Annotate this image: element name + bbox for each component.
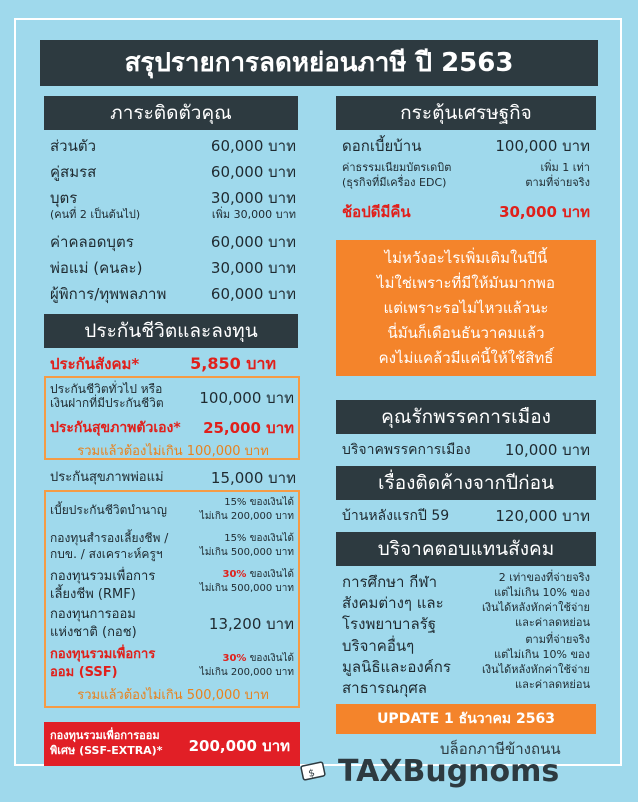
- edu-v3: เงินได้หลังหักค่าใช้จ่าย: [481, 601, 590, 614]
- ssf-label-1: กองทุนรวมเพื่อการ: [50, 647, 156, 662]
- leftover-header: เรื่องติดค้างจากปีก่อน: [336, 466, 596, 500]
- ssf-percent: 30%: [222, 653, 247, 664]
- rmf-label-2: เลี้ยงชีพ (RMF): [50, 587, 136, 602]
- rmf-v1-rest: ของเงินได้: [246, 569, 294, 580]
- money-icon: [300, 760, 330, 784]
- ssf-v1-rest: ของเงินได้: [246, 653, 294, 664]
- quote-line: คงไม่แคล้วมีแค่นี้ให้ใช้สิทธิ์: [378, 349, 554, 367]
- svg-text:$: $: [307, 767, 317, 780]
- donation-edu-value: [470, 570, 590, 630]
- parent-health-value: 15,000 บาท: [210, 469, 296, 487]
- row-label: ส่วนตัว: [50, 137, 96, 155]
- row-value: 60,000 บาท: [210, 233, 296, 251]
- pension-v1: 15% ของเงินได้: [224, 497, 294, 508]
- combined-note-100k: รวมแล้วต้องไม่เกิน 100,000 บาท: [77, 444, 269, 459]
- ssf-extra-value: 200,000 บาท: [188, 737, 290, 755]
- ssf-label: [50, 646, 155, 682]
- family-header: ภาระติดตัวคุณ: [44, 96, 298, 130]
- debit-v1: เพิ่ม 1 เท่า: [540, 161, 590, 174]
- ssf-label-2: ออม (SSF): [50, 665, 118, 680]
- other-v2: แต่ไม่เกิน 10% ของ: [494, 648, 590, 661]
- nsf-label: [50, 606, 137, 642]
- donation-other-label: [342, 636, 482, 699]
- page-title: สรุปรายการลดหย่อนภาษี ปี 2563: [40, 40, 598, 86]
- other-v1: ตามที่จ่ายจริง: [525, 633, 590, 646]
- politics-header: คุณรักพรรคการเมือง: [336, 400, 596, 434]
- debit-label-2: (ธุรกิจที่มีเครื่อง EDC): [342, 176, 447, 189]
- pvd-label-1: กองทุนสำรองเลี้ยงชีพ /: [50, 531, 169, 545]
- quote-line: ไม่ใช่เพราะที่มีให้มันมากพอ: [377, 274, 555, 292]
- child-note: (คนที่ 2 เป็นต้นไป): [50, 208, 141, 221]
- health-value: 25,000 บาท: [203, 419, 294, 437]
- nsf-label-1: กองทุนการออม: [50, 607, 136, 622]
- ssf-extra-label-1: กองทุนรวมเพื่อการออม: [50, 729, 160, 742]
- nsf-value: 13,200 บาท: [208, 615, 294, 633]
- nsf-label-2: แห่งชาติ (กอช): [50, 625, 137, 640]
- donation-other-value: [470, 632, 590, 692]
- other-2: มูลนิธิและองค์กร: [342, 658, 451, 676]
- rmf-label-1: กองทุนรวมเพื่อการ: [50, 569, 156, 584]
- other-1: บริจาคอื่นๆ: [342, 637, 415, 655]
- row-label: ผู้พิการ/ทุพพลภาพ: [50, 285, 167, 303]
- quote-text: [336, 240, 596, 371]
- edu-v2: แต่ไม่เกิน 10% ของ: [494, 586, 590, 599]
- life-label-2: เงินฝากที่มีประกันชีวิต: [50, 396, 164, 410]
- brand-logo: TAXBugnoms: [338, 754, 560, 789]
- pvd-label-2: กบข. / สงเคราะห์ครูฯ: [50, 547, 163, 561]
- quote-line: นี่มันก็เดือนธันวาคมแล้ว: [387, 324, 545, 342]
- donation-edu-label: [342, 572, 482, 635]
- debit-label-1: ค่าธรรมเนียมบัตรเดบิต: [342, 161, 452, 174]
- other-v3: เงินได้หลังหักค่าใช้จ่าย: [481, 663, 590, 676]
- ssf-extra-label-2: พิเศษ (SSF-EXTRA)*: [50, 744, 163, 757]
- shop-label: ช้อปดีมีคืน: [342, 203, 411, 221]
- ssf-v2: ไม่เกิน 200,000 บาท: [199, 667, 294, 678]
- edu-3: โรงพยาบาลรัฐ: [342, 615, 437, 633]
- edu-v4: และค่าลดหย่อน: [515, 616, 590, 629]
- edu-2: สังคมต่างๆ และ: [342, 594, 444, 612]
- debit-label: [342, 160, 492, 190]
- row-value: 30,000 บาท: [210, 189, 296, 207]
- pvd-v1: 15% ของเงินได้: [224, 533, 294, 544]
- pvd-v2: ไม่เกิน 500,000 บาท: [199, 547, 294, 558]
- life-label: [50, 382, 170, 410]
- insurance-header: ประกันชีวิตและลงทุน: [44, 314, 298, 348]
- rmf-value: [180, 568, 294, 596]
- edu-v1: 2 เท่าของที่จ่ายจริง: [498, 571, 590, 584]
- pvd-label: [50, 530, 168, 562]
- parent-health-label: ประกันสุขภาพพ่อแม่: [50, 470, 164, 485]
- combined-note-500k: รวมแล้วต้องไม่เกิน 500,000 บาท: [77, 688, 269, 703]
- row-value: 30,000 บาท: [210, 259, 296, 277]
- mortgage-label: ดอกเบี้ยบ้าน: [342, 137, 422, 155]
- row-label: ค่าคลอดบุตร: [50, 233, 134, 251]
- debit-value: [490, 160, 590, 190]
- row-label: พ่อแม่ (คนละ): [50, 259, 143, 277]
- leftover-label: บ้านหลังแรกปี 59: [342, 508, 450, 524]
- politics-label: บริจาคพรรคการเมือง: [342, 442, 471, 458]
- row-value: 60,000 บาท: [210, 163, 296, 181]
- rmf-label: [50, 568, 155, 604]
- leftover-value: 120,000 บาท: [495, 507, 590, 525]
- child-note-value: เพิ่ม 30,000 บาท: [211, 208, 296, 221]
- quote-box: [336, 240, 596, 376]
- other-3: สาธารณกุศล: [342, 679, 427, 697]
- social-label: ประกันสังคม*: [50, 355, 140, 373]
- row-label: คู่สมรส: [50, 163, 97, 181]
- rmf-percent: 30%: [222, 569, 247, 580]
- row-value: 60,000 บาท: [210, 137, 296, 155]
- pension-value: [180, 496, 294, 524]
- mortgage-value: 100,000 บาท: [495, 137, 590, 155]
- health-label: ประกันสุขภาพตัวเอง*: [50, 420, 181, 436]
- update-badge: UPDATE 1 ธันวาคม 2563: [336, 704, 596, 734]
- life-label-1: ประกันชีวิตทั่วไป หรือ: [50, 382, 163, 396]
- edu-1: การศึกษา กีฬา: [342, 573, 438, 591]
- shop-value: 30,000 บาท: [499, 203, 590, 221]
- other-v4: และค่าลดหย่อน: [515, 678, 590, 691]
- ssf-value: [180, 652, 294, 680]
- economy-header: กระตุ้นเศรษฐกิจ: [336, 96, 596, 130]
- quote-line: แต่เพราะรอไม่ไหวแล้วนะ: [383, 299, 549, 317]
- pension-label: เบี้ยประกันชีวิตบำนาญ: [50, 503, 167, 517]
- politics-value: 10,000 บาท: [504, 441, 590, 459]
- life-value: 100,000 บาท: [199, 389, 294, 407]
- brand-tagline: บล็อกภาษีข้างถนน: [440, 740, 561, 758]
- ssf-extra-label: [50, 728, 162, 758]
- row-value: 60,000 บาท: [210, 285, 296, 303]
- debit-v2: ตามที่จ่ายจริง: [525, 176, 590, 189]
- row-label: บุตร: [50, 189, 78, 207]
- rmf-v2: ไม่เกิน 500,000 บาท: [199, 583, 294, 594]
- quote-line: ไม่หวังอะไรเพิ่มเติมในปีนี้: [384, 249, 548, 267]
- pvd-value: [180, 532, 294, 560]
- donation-header: บริจาคตอบแทนสังคม: [336, 532, 596, 566]
- social-value: 5,850 บาท: [190, 354, 276, 373]
- ssf-extra-box: [44, 722, 300, 766]
- pension-v2: ไม่เกิน 200,000 บาท: [199, 511, 294, 522]
